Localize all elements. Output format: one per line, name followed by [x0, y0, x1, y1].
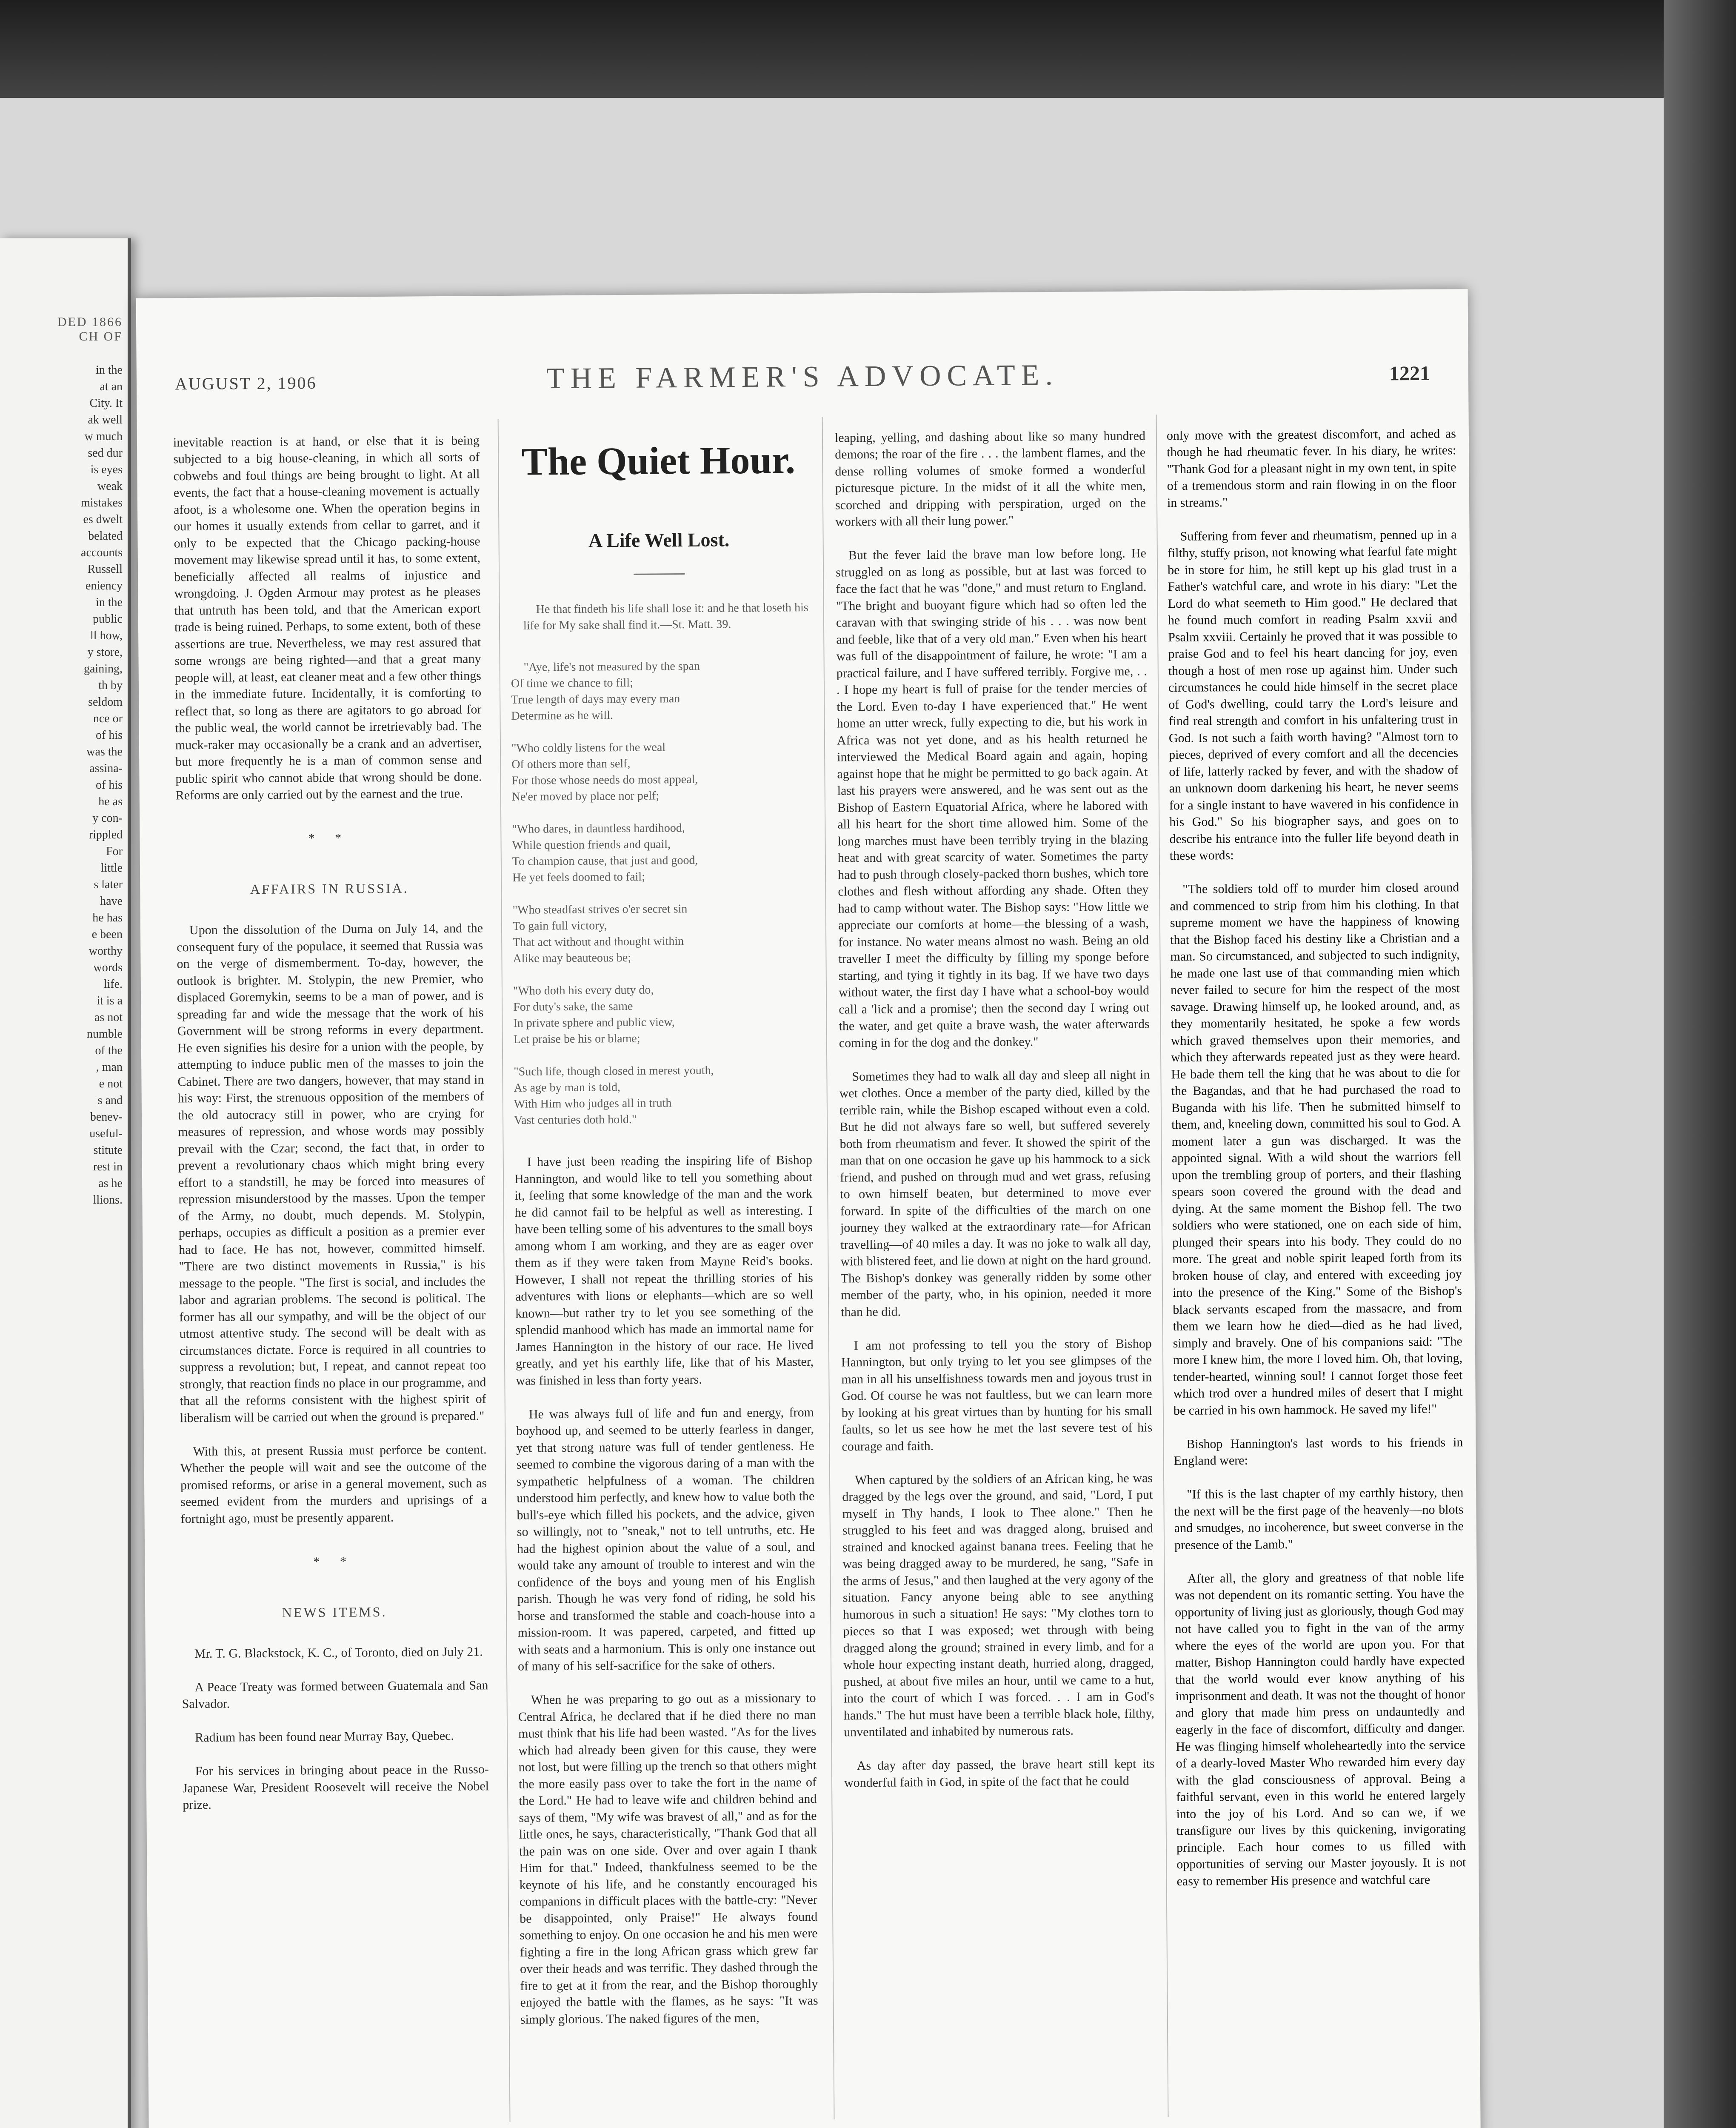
title-rule [634, 573, 685, 575]
newspaper-page [136, 289, 1481, 2128]
previous-page-fragment [0, 238, 131, 2128]
news-item: Radium has been found near Murray Bay, Quebec. [195, 1728, 454, 1745]
article-paragraph: I am not professing to tell you the story of Bishop Hannington, but only trying to let you see glimpses of the man in all his unselfishness towards men and joyous trust in God. Of course he was not faultless, but we can learn more by looking at his great virtues than by hunting for his small faults, so let us see how he met the last severe test of his courage and faith. [841, 1336, 1153, 1453]
epigraph: He that findeth his life shall lose it: and he that loseth his life for My sake shall find it.—St. Matt. 39. [523, 601, 808, 632]
previous-page-column: in the at an City. It ak well w much sed dur is eyes weak mistakes es dwelt belated accounts Russell eniency in the public ll how, y store, gaining, th by seldom nce or of his was the assina- of his he as y con- rippled For little s later have he has e been worthy words life. it is a as not numble of the , man e not s and benev- useful- stitute rest in as he llions. [81, 363, 123, 1207]
article-paragraph: I have just been reading the inspiring life of Bishop Hannington, and would like to tell you something about it, feeling that some knowledge of the man and the work he did cannot fail to be helpful as well as interesting. I have been telling some of his adventures to the small boys among whom I am working, and they are as eager over them as if they were taken from Mayne Reid's books. However, I shall not repeat the thrilling stories of his adventures with lions or elephants—which are so well known—but rather try to let you see something of the splendid manhood which has made an immortal name for James Hannington in the history of our race. He lived greatly, and yet his earthly life, like that of his Master, was finished in less than forty years. [514, 1153, 814, 1388]
news-item: Mr. T. G. Blackstock, K. C., of Toronto, died on July 21. [194, 1644, 483, 1661]
article-paragraph: When captured by the soldiers of an African king, he was dragged by the legs over the ground, and said, "Lord, I put myself in Thy hands, I look to Thee alone." Then he struggled to his feet and was dragged along, bruised and strained and knocked against banana trees. Feeling that he was being dragged away to be murdered, he sang, "Safe in the arms of Jesus," and then laughed at the very agony of the situation. Fancy anyone being able to see anything humorous in such a situation! He says: "My clothes torn to pieces so that I was exposed; wet through with being dragged along the ground; strained in every limb, and for a whole hour expecting instant death, hurried along, dragged, pushed, at about five miles an hour, until we came to a hut, into the court of which I was forced. . . I am in God's hands." The hut must have been a terrible black hole, filthy, unventilated and inhabited by numerous rats. [842, 1470, 1154, 1739]
section-heading-russia: AFFAIRS IN RUSSIA. [250, 880, 409, 897]
article-paragraph: As day after day passed, the brave heart still kept its wonderful faith in God, in spite of the fact that he could [844, 1756, 1155, 1790]
column-rule [498, 419, 511, 2122]
quiet-hour-subtitle: A Life Well Lost. [588, 529, 730, 552]
section-heading-news: NEWS ITEMS. [282, 1604, 387, 1620]
article-paragraph: With this, at present Russia must perforce be content. Whether the people will wait and see the outcome of the promised reforms, or arise in a general movement, such as seemed evident from the murders and uprisings of a fortnight ago, must be presently apparent. [180, 1442, 487, 1526]
article-paragraph: When he was preparing to go out as a missionary to Central Africa, he declared that if he died there no man must think that his life had been wasted. "As for the lives which had already been given for this cause, they were not lost, but were filling up the trench so that others might the more easily pass over to take the fort in the name of the Lord." He had to leave wife and children behind and says of them, "My wife was bravest of all," and as for the little ones, he says, characteristically, "Thank God that all the pain was on one side. Over and over again I thank Him for that." Indeed, thankfulness seemed to be the keynote of his life, and he constantly encouraged his companions in difficult places with the battle-cry: "Never be disappointed, only Praise!" He always found something to enjoy. On one occasion he and his men were fighting a fire in the long African grass which grew far over their heads and was terrific. They dashed through the fire to get at it from the rear, and the Bishop thoroughly enjoyed the battle with the flames, as he says: "It was simply glorious. The naked figures of the men, [518, 1690, 818, 2027]
column-4 [1167, 408, 1468, 2128]
scanner-bed-top [0, 0, 1736, 98]
article-paragraph: Suffering from fever and rheumatism, penned up in a filthy, stuffy prison, not knowing what fearful fate might be in store for him, he still kept up his glad trust in a Father's watchful care, and wrote in his diary: "Let the Lord do what seemeth to Him good." He declared that he found much comfort in reading Psalm xxvii and Psalm xxviii. Certainly he proved that it was possible to praise God and to feel his heart dancing for joy, even though a host of men rose up against him. Under such circumstances he could hide himself in the secret place of God's dwelling, could tarry the Lord's leisure and find real strength and comfort in his unfaltering trust in God. Is not such a faith worth having? "Almost torn to pieces, deprived of every comfort and all the decencies of life, latterly racked by fever, and with the shadow of an unknown doom darkening his heart, he never seems for a single instant to have wavered in his confidence in his God." So his biographer says, and goes on to describe his entrance into the fuller life beyond death in these words: [1167, 527, 1459, 863]
article-paragraph: only move with the greatest discomfort, and ached as though he had rheumatic fever. In his diary, he writes: "Thank God for a pleasant night in my own tent, in spite of a tremendous storm and rain flowing in on the floor in streams." [1166, 426, 1456, 510]
article-paragraph: Upon the dissolution of the Duma on July 14, and the consequent fury of the populace, it seemed that Russia was on the verge of dismemberment. To-day, however, the outlook is brighter. M. Stolypin, the new Premier, who displaced Goremykin, seems to be a man of power, and is spreading far and wide the message that the work of his Government will be strong reforms in every department. He even signifies his desire for a union with the people, by attempting to induce public men of the masses to join the Cabinet. There are two dangers, however, that may stand in his way: First, the strenuous opposition of the members of the old autocracy still in power, who are crying for measures of repression, and whose words may possibly prevail with the Czar; second, the fact that, in order to prevent a revolutionary chaos which might bring every effort to a standstill, he may be forced into measures of repression misunderstood by the masses. Upon the temper of the Army, no doubt, much depends. M. Stolypin, perhaps, occupies as difficult a position as a premier ever had to face. He has not, however, committed himself. "There are two distinct movements in Russia," is his message to the people. "The first is social, and includes the labor and agrarian problems. The second is political. The former has all our sympathy, and will be the object of our utmost attentive study. The second will be dealt with as circumstances dictate. Force is required in all countries to suppress a revolution; but, I repeat, and cannot repeat too strongly, that reaction finds no place in our programme, and that all the reforms consistent with the highest spirit of liberalism will be carried out when the ground is prepared." [177, 921, 486, 1425]
article-paragraph: "The soldiers told off to murder him closed around and commenced to strip from him his clothing. In that supreme moment we have the happiness of knowing that the Bishop faced his destiny like a Christian and a man. So circumstanced, and subjected to such indignity, he made one last use of that commanding mien which never failed to secure for him the respect of the most savage. Drawing himself up, he looked around, and, as they momentarily hesitated, he spoke a few words which graved themselves upon their memories, and which they afterwards repeated just as they were heard. He bade them tell the king that he was about to die for the Bagandas, and that he had purchased the road to Buganda with his life. Then he submitted himself to them, and, kneeling down, committed his soul to God. A moment later a gun was discharged. It was the appointed signal. With a wild shout the warriors fell upon the trembling group of porters, and their flashing spears soon covered the ground with the dead and dying. At the same moment the Bishop fell. The two soldiers who were stationed, one on each side of him, plunged their spears into his body. They could do no more. The great and noble spirit leaped forth from its broken house of clay, and entered with exceeding joy into the presence of the King." Some of the Bishop's black servants escaped from the massacre, and from them we learn how he died—died as he had lived, simply and bravely. One of his companions said: "The more I knew him, the more I loved him. Oh, that loving, tender-hearted, winning soul! I cannot forget those feet which trod over a hundred miles of desert that I might be carried in his own hammock. He saved my life!" [1170, 880, 1463, 1418]
scanner-bed-right [1664, 0, 1736, 2128]
column-3 [835, 410, 1157, 2128]
page-number: 1221 [1389, 362, 1430, 385]
masthead: THE FARMER'S ADVOCATE. [546, 358, 1059, 395]
column-1 [173, 415, 491, 2128]
column-2 [509, 413, 819, 2128]
section-separator: * * [313, 1554, 355, 1569]
column-rule [1156, 415, 1169, 2117]
poem: "Aye, life's not measured by the span Of time we chance to fill; True length of days may every man Determine as he will. "Who coldly listens for the weal Of others more than self, For those whose needs do most appeal, Ne'er moved by place nor pelf; "Who dares, in dauntless hardihood, While question friends and quail, To champion cause, that just and good, He yet feels doomed to fail; "Who steadfast strives o'er secret sin To gain full victory, That act without and thought within Alike may beauteous be; "Who doth his every duty do, For duty's sake, the same In private sphere and public view, Let praise be his or blame; "Such life, though closed in merest youth, As age by man is told, With Him who judges all in truth Vast centuries doth hold." [511, 659, 714, 1127]
news-item: For his services in bringing about peace in the Russo-Japanese War, President Roosevelt will receive the Nobel prize. [182, 1762, 489, 1812]
article-paragraph: "If this is the last chapter of my earthly history, then the next will be the first page of the heavenly—no blots and smudges, no incoherence, but sweet converse in the presence of the Lamb." [1174, 1485, 1464, 1552]
article-paragraph: leaping, yelling, and dashing about like so many hundred demons; the roar of the fire . . . the lambent flames, and the dense rolling volumes of smoke formed a wonderful picturesque picture. In the midst of it all the white men, scorched and dripping with perspiration, urged on the workers with all their lung power." [834, 428, 1146, 529]
article-paragraph: inevitable reaction is at hand, or else that it is being subjected to a big house-cleaning, in which all sorts of cobwebs and foul things are being brought to light. At all events, the fact that a house-cleaning movement is actually afoot, is a wholesome one. When the operation begins in our homes it usually extends from cellar to garret, and it only to be expected that the Chicago packing-house movement may likewise spread until it has, to some extent, beneficially affected all realms of injustice and wrongdoing. J. Ogden Armour may protest as he pleases that untruth has been told, and that the American export trade is being ruined. Perhaps, to some extent, both of these assertions are true. Nevertheless, we may rest assured that some wrongs are being righted—and that a great many people will, at least, eat cleaner meat and a few other things in the immediate future. Incidentally, it is comforting to reflect that, so long as there are agitators to go abroad for the public weal, the world cannot be irretrievably bad. The muck-raker may occasionally be a crank and an advertiser, but more frequently he is a man of common sense and public spirit who cannot abide that wrong should be done. Reforms are only carried out by the earnest and the true. [173, 433, 482, 803]
column-rule [822, 417, 835, 2119]
article-paragraph: Bishop Hannington's last words to his friends in England were: [1174, 1435, 1463, 1468]
previous-page-header: DED 1866 CH OF [57, 315, 123, 343]
article-paragraph: But the fever laid the brave man low before long. He struggled on as long as possible, but at last was forced to face the fact that he was "done," and must return to England. "The bright and buoyant figure which had so often led the caravan with that swinging stride of his . . . was now bent and feeble, like that of a very old man." Even when his heart was full of the disappointment of failure, he wrote: "I am a practical failure, and I have suffered terribly. Forgive me, . . . I hope my heart is full of praise for the tender mercies of the Lord. Even to-day I have experienced that." He went home an utter wreck, fully expecting to die, but his work in Africa was not yet done, and as his health returned he interviewed the Medical Board again and again, hoping against hope that he might be permitted to go back again. At last his prayers were answered, and he was sent out as the Bishop of Eastern Equatorial Africa, where he labored with all his heart for the short time allowed him. Some of the long marches must have been terribly trying in the blazing heat and with great scarcity of water. Sometimes the party had to push through closely-packed thorn bushes, which tore clothes and flesh without affording any shade. Often they had to camp without water. The Bishop says: "How little we appreciate our comforts at home—the blessing of a wash, for instance. No water means almost no wash. Being an old traveller I meet the difficulty by filling my sponge before starting, and tying it tightly in its bag. If we have two days without water, the first day I have what a school-boy would call a 'lick and a promise'; then the second day I wring out the water, and get quite a brave wash, the water afterwards coming in for the dog and the donkey." [836, 546, 1150, 1050]
quiet-hour-title: The Quiet Hour. [521, 438, 796, 483]
page-header [175, 353, 1430, 400]
news-item: A Peace Treaty was formed between Guatemala and San Salvador. [182, 1678, 488, 1711]
article-paragraph: He was always full of life and fun and energy, from boyhood up, and seemed to be utterly fearless in danger, yet that strong nature was full of tender gentleness. He seemed to combine the vigorous daring of a man with the sympathetic helpfulness of a woman. The children understood him perfectly, and knew how to value both the bull's-eye which filled his pockets, and the advice, given so willingly, not to "sneak," not to tell untruths, etc. He had the highest opinion about the value of a soul, and would take any amount of trouble to interest and win the confidence of the boys and young men of his English parish. Though he was very fond of riding, he sold his horse and transformed the stable and coach-house into a mission-room. It was papered, carpeted, and fitted up with seats and a harmonium. This is only one instance out of many of his self-sacrifice for the sake of others. [516, 1405, 816, 1673]
article-paragraph: Sometimes they had to walk all day and sleep all night in wet clothes. Once a member of the party died, killed by the terrible rain, while the Bishop escaped without even a cold. But he did not always fare so well, but suffered severely both from rheumatism and fever. It showed the spirit of the man that on one occasion he gave up his hammock to a sick friend, and pushed on through mud and wet grass, refusing to own himself beaten, but determined to move ever forward. In spite of the difficulties of the march on one journey they walked at the extraordinary rate—for African travelling—of 40 miles a day. It was no joke to walk all day, with blistered feet, and lie down at night on the hard ground. The Bishop's donkey was generally ridden by some other member of the party, who, in his opinion, needed it more than he did. [839, 1067, 1152, 1319]
section-separator: * * [308, 831, 350, 846]
article-paragraph: After all, the glory and greatness of that noble life was not dependent on its romantic setting. You have the opportunity of living just as gloriously, though God may not have called you to fight in the van of the army where the eyes of the world are upon you. For that matter, Bishop Hannington could hardly have expected that the world would ever know anything of his imprisonment and death. It was not the thought of honor and glory that made him press on undauntedly and eagerly in the face of discomfort, difficulty and danger. He was flinging himself wholeheartedly into the service of a dearly-loved Master Who rewarded him every day with the glad consciousness of approval. Being a faithful servant, even in this world he entered largely into the joy of his Lord. And so can we, if we transfigure our lives by this quickening, invigorating principle. Each hour comes to us filled with opportunities of serving our Master joyously. It is not easy to remember His presence and watchful care [1174, 1569, 1466, 1888]
issue-date: AUGUST 2, 1906 [174, 373, 317, 394]
